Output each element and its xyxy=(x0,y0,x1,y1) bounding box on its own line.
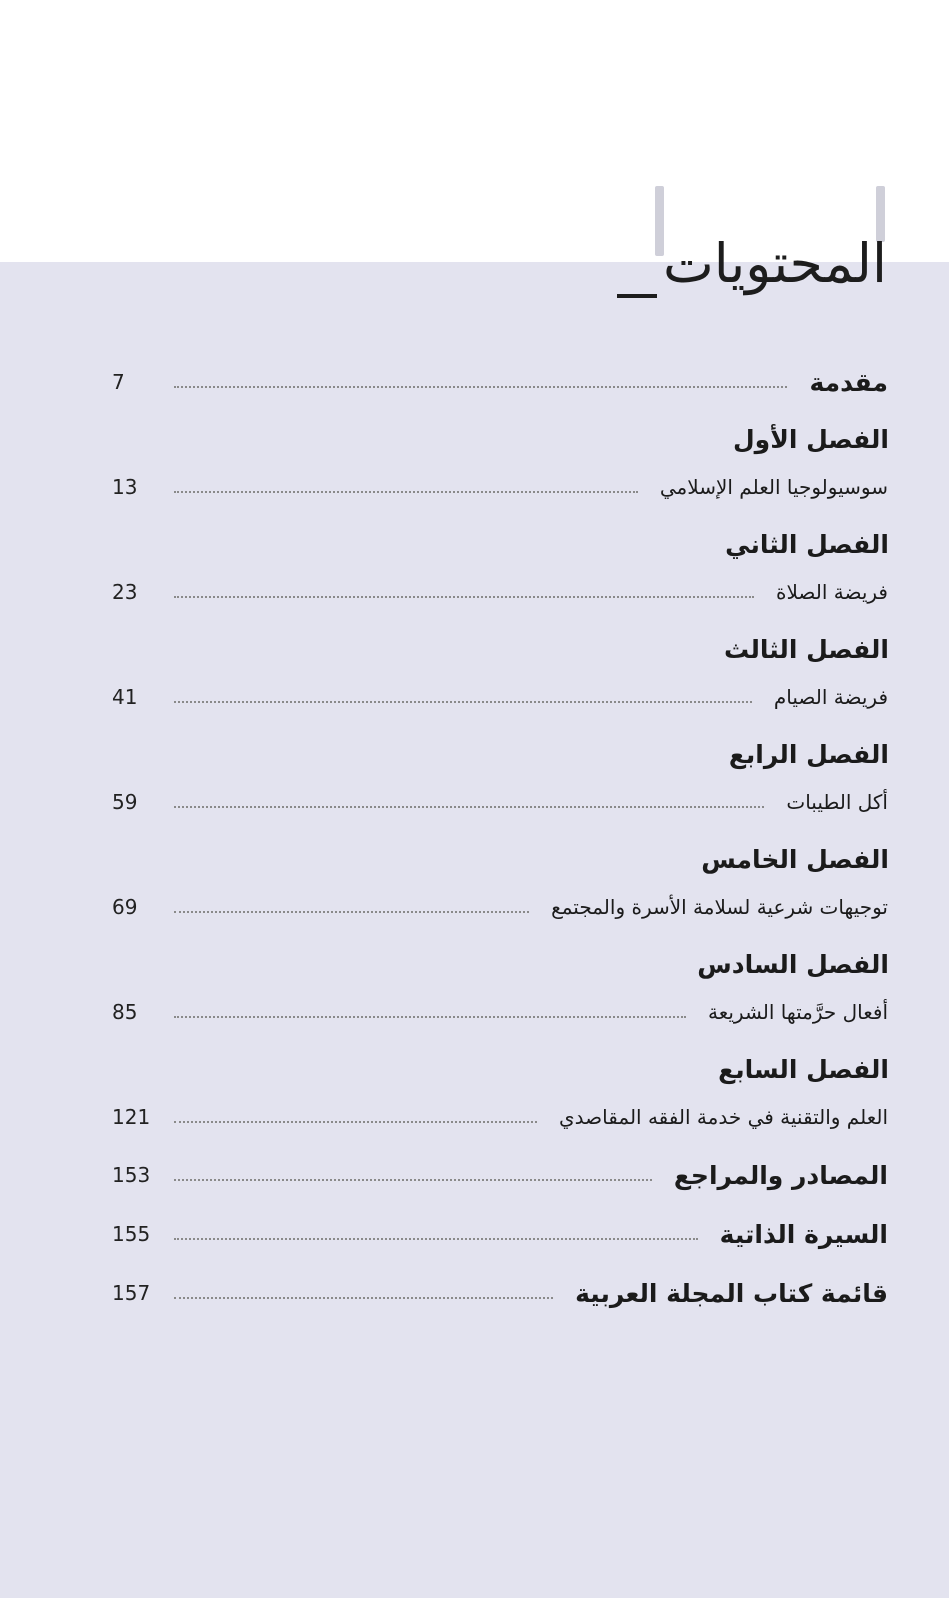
page-title: المحتويات xyxy=(662,232,887,295)
toc-page-number: 59 xyxy=(112,790,138,814)
toc-page-number: 7 xyxy=(112,370,125,394)
dot-leader xyxy=(174,1179,652,1181)
toc-entry-label: المصادر والمراجع xyxy=(673,1160,888,1190)
toc-entry-books-list[interactable] xyxy=(112,1273,888,1313)
dot-leader xyxy=(174,1297,553,1299)
toc-entry-chapter-7[interactable] xyxy=(112,1097,888,1137)
chapter-4-heading: الفصل الرابع xyxy=(728,740,889,769)
chapter-1-heading: الفصل الأول xyxy=(732,425,889,454)
toc-page-number: 41 xyxy=(112,685,138,709)
toc-entry-references[interactable] xyxy=(112,1155,888,1195)
chapter-3-heading: الفصل الثالث xyxy=(723,635,889,664)
toc-entry-intro[interactable] xyxy=(112,362,888,402)
toc-page-number: 23 xyxy=(112,580,138,604)
dot-leader xyxy=(174,491,638,493)
toc-entry-label: مقدمة xyxy=(809,367,888,397)
dot-leader xyxy=(174,911,529,913)
toc-page-number: 155 xyxy=(112,1222,151,1246)
toc-entry-label: السيرة الذاتية xyxy=(719,1219,888,1249)
dot-leader xyxy=(174,1121,537,1123)
page-top-margin xyxy=(0,0,949,262)
chapter-2-heading: الفصل الثاني xyxy=(725,530,889,559)
chapter-7-heading: الفصل السابع xyxy=(718,1055,889,1084)
toc-page-number: 153 xyxy=(112,1163,151,1187)
toc-page-number: 13 xyxy=(112,475,138,499)
toc-entry-chapter-4[interactable] xyxy=(112,782,888,822)
chapter-5-heading: الفصل الخامس xyxy=(701,845,889,874)
toc-entry-label: أفعال حرَّمتها الشريعة xyxy=(707,1000,888,1024)
toc-entry-label: فريضة الصيام xyxy=(773,685,888,709)
toc-entry-chapter-1[interactable] xyxy=(112,467,888,507)
dot-leader xyxy=(174,701,752,703)
toc-page-number: 85 xyxy=(112,1000,138,1024)
contents-panel xyxy=(0,262,949,1598)
toc-entry-label: توجيهات شرعية لسلامة الأسرة والمجتمع xyxy=(551,895,888,919)
toc-entry-label: أكل الطيبات xyxy=(786,790,888,814)
toc-entry-label: فريضة الصلاة xyxy=(776,580,888,604)
toc-entry-chapter-3[interactable] xyxy=(112,677,888,717)
dot-leader xyxy=(174,1016,686,1018)
dot-leader xyxy=(174,1238,698,1240)
toc-entry-chapter-5[interactable] xyxy=(112,887,888,927)
toc-entry-chapter-6[interactable] xyxy=(112,992,888,1032)
dot-leader xyxy=(174,806,764,808)
toc-page-number: 121 xyxy=(112,1105,151,1129)
dot-leader xyxy=(174,596,754,598)
toc-entry-label: العلم والتقنية في خدمة الفقه المقاصدي xyxy=(559,1105,888,1129)
toc-entry-label: سوسيولوجيا العلم الإسلامي xyxy=(659,475,888,499)
chapter-6-heading: الفصل السادس xyxy=(697,950,889,979)
dot-leader xyxy=(174,386,787,388)
toc-entry-label: قائمة كتاب المجلة العربية xyxy=(575,1278,888,1308)
title-underline xyxy=(617,294,657,298)
toc-page-number: 69 xyxy=(112,895,138,919)
toc-page-number: 157 xyxy=(112,1281,151,1305)
toc-entry-biography[interactable] xyxy=(112,1214,888,1254)
toc-entry-chapter-2[interactable] xyxy=(112,572,888,612)
